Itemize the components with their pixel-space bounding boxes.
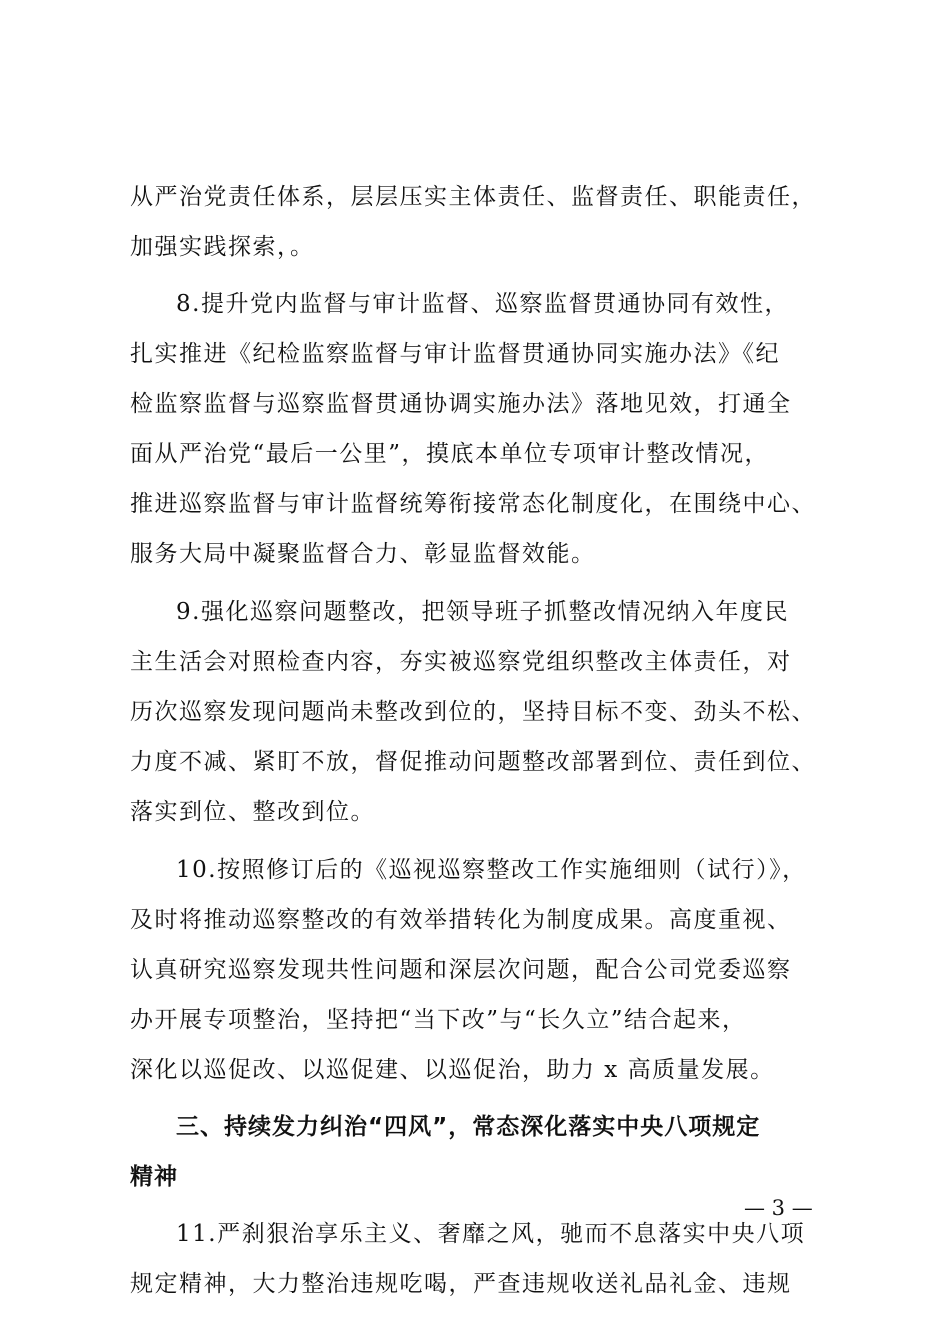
text-line: 扎实推进《纪检监察监督与审计监督贯通协同实施办法》《纪 xyxy=(130,341,780,367)
text-line: 加强实践探索，。 xyxy=(130,234,315,260)
text-line: 推进巡察监督与审计监督统筹衔接常态化制度化，在围绕中心、 xyxy=(130,491,816,517)
section-heading: 三、持续发力纠治“四风”，常态深化落实中央八项规定 xyxy=(176,1114,761,1140)
text-line: 从严治党责任体系，层层压实主体责任、监督责任、职能责任， xyxy=(130,184,816,210)
page-number: — 3 — xyxy=(744,1196,813,1220)
text-line: 主生活会对照检查内容，夯实被巡察党组织整改主体责任，对 xyxy=(130,649,792,675)
text-line: 面从严治党“最后一公里”，摸底本单位专项审计整改情况， xyxy=(130,441,770,467)
text-line: 规定精神，大力整治违规吃喝，严查违规收送礼品礼金、违规 xyxy=(130,1271,792,1297)
paragraph-start: 10.按照修订后的《巡视巡察整改工作实施细则（试行）》， xyxy=(176,857,807,883)
text-line: 力度不减、紧盯不放，督促推动问题整改部署到位、责任到位、 xyxy=(130,749,816,775)
text-line: 检监察监督与巡察监督贯通协调实施办法》落地见效，打通全 xyxy=(130,391,792,417)
section-heading-continuation: 精神 xyxy=(130,1164,178,1190)
text-line: 深化以巡促改、以巡促建、以巡促治，助力 x 高质量发展。 xyxy=(130,1057,775,1083)
text-line: 认真研究巡察发现共性问题和深层次问题，配合公司党委巡察 xyxy=(130,957,792,983)
text-line: 服务大局中凝聚监督合力、彰显监督效能。 xyxy=(130,541,596,567)
text-line: 办开展专项整治，坚持把“当下改”与“长久立”结合起来， xyxy=(130,1007,747,1033)
body-text xyxy=(130,172,830,1309)
paragraph-start: 9.强化巡察问题整改，把领导班子抓整改情况纳入年度民 xyxy=(176,599,789,625)
text-line: 及时将推动巡察整改的有效举措转化为制度成果。高度重视、 xyxy=(130,907,792,933)
paragraph-start: 8.提升党内监督与审计监督、巡察监督贯通协同有效性， xyxy=(176,291,789,317)
text-line: 落实到位、整改到位。 xyxy=(130,799,375,825)
text-line: 历次巡察发现问题尚未整改到位的，坚持目标不变、劲头不松、 xyxy=(130,699,816,725)
paragraph-start: 11.严刹狠治享乐主义、奢靡之风，驰而不息落实中央八项 xyxy=(176,1221,806,1247)
